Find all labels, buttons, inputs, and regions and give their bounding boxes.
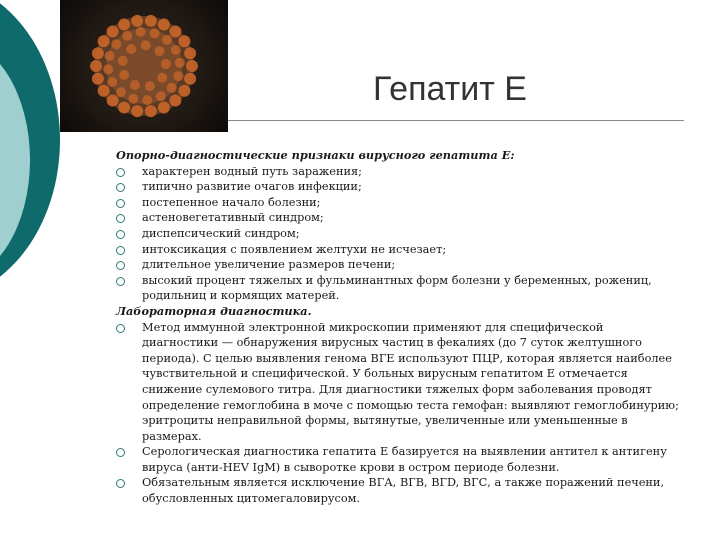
signs-list <box>116 164 682 304</box>
virus-spike <box>178 85 190 97</box>
virus-spike <box>184 47 196 59</box>
virus-spike <box>169 95 181 107</box>
list-item-text: типично развитие очагов инфекции; <box>142 180 362 194</box>
bullet-circle-icon <box>116 448 125 457</box>
bullet-circle-icon <box>116 183 125 192</box>
list-item <box>116 179 682 195</box>
list-item <box>116 320 682 445</box>
virus-spike <box>145 15 157 27</box>
virus-spike <box>158 19 170 31</box>
list-item-text: Обязательным является исключение ВГА, ВГВ, ВГD, ВГС, а также поражений печени, обусловленных цитомегаловирусом. <box>142 476 665 506</box>
bullet-circle-icon <box>116 479 125 488</box>
list-item <box>116 164 682 180</box>
list-item-text: диспепсический синдром; <box>142 226 300 240</box>
virus-spike <box>145 105 157 117</box>
virus-spike <box>130 80 140 90</box>
bullet-circle-icon <box>116 261 125 270</box>
virus-spike <box>167 83 177 93</box>
list-item <box>116 242 682 258</box>
list-item-text: длительное увеличение размеров печени; <box>142 258 396 272</box>
virus-spike <box>169 26 181 38</box>
list-item <box>116 195 682 211</box>
virus-spike <box>178 35 190 47</box>
bullet-circle-icon <box>116 277 125 286</box>
virus-spike <box>173 71 183 81</box>
virus-spike <box>103 64 113 74</box>
title-divider <box>228 120 684 121</box>
virus-spike <box>131 105 143 117</box>
virus-spike <box>141 40 151 50</box>
virus-spike <box>184 73 196 85</box>
virus-spike <box>107 95 119 107</box>
virus-spike <box>186 60 198 72</box>
virus-spike <box>136 27 146 37</box>
bullet-circle-icon <box>116 324 125 333</box>
list-item <box>116 273 682 304</box>
virus-spike <box>162 35 172 45</box>
list-item-text: Серологическая диагностика гепатита Е базируется на выявлении антител к антигену вируса (анти-HEV IgM) в сыворотке крови в остром периоде болезни. <box>142 445 667 474</box>
virus-spike <box>131 15 143 27</box>
list-item-text: Метод иммунной электронной микроскопии применяют для специфической диагностики — обнаружения вирусных частиц в фекалиях (до 7 суток желтушного периода). С целью выявления генома ВГЕ используют ПЦР, которая является наиболее чувствительной и специфической. У больных вирусным гепатитом Е отмечается снижение сулемового титра. Для диагностики тяжелых форм заболевания проводят определение гемоглобина в моче с помощью теста гемофан: выявляют гемоглобинурию; эритроциты неправильной формы, вытянутые, увеличенные или уменьшенные в размерах. <box>142 320 679 443</box>
virus-micrograph-image <box>60 0 228 132</box>
virus-spike <box>126 44 136 54</box>
lab-diagnostics-list <box>116 320 682 507</box>
bullet-circle-icon <box>116 230 125 239</box>
list-item <box>116 226 682 242</box>
virus-spike <box>156 91 166 101</box>
virus-spike <box>116 87 126 97</box>
section-heading-lab: Лабораторная диагностика. <box>116 303 312 318</box>
page-title: Гепатит Е <box>373 70 527 108</box>
virus-spike <box>161 59 171 69</box>
virus-spike <box>98 35 110 47</box>
virus-spike <box>128 94 138 104</box>
virus-spike <box>157 73 167 83</box>
list-item <box>116 257 682 273</box>
virus-spike <box>150 28 160 38</box>
virus-spike <box>145 81 155 91</box>
virus-spike <box>105 51 115 61</box>
virus-spike <box>90 60 102 72</box>
slide-body <box>116 148 682 507</box>
virus-spike <box>175 58 185 68</box>
virus-spike <box>107 77 117 87</box>
list-item-text: астеновегетативный синдром; <box>142 211 324 225</box>
section-heading-signs: Опорно-диагностические признаки вирусного гепатита Е: <box>116 148 515 162</box>
list-item-text: интоксикация с появлением желтухи не исчезает; <box>142 242 447 256</box>
virus-particle-illustration <box>60 0 228 132</box>
list-item-text: характерен водный путь заражения; <box>142 164 362 178</box>
virus-spike <box>154 46 164 56</box>
virus-spike <box>118 102 130 114</box>
virus-spike <box>92 73 104 85</box>
virus-spike <box>118 19 130 31</box>
bullet-circle-icon <box>116 214 125 223</box>
bullet-circle-icon <box>116 199 125 208</box>
virus-spike <box>98 85 110 97</box>
list-item-text: высокий процент тяжелых и фульминантных форм болезни у беременных, рожениц, родильниц и кормящих матерей. <box>142 273 652 303</box>
virus-spike <box>119 70 129 80</box>
list-item-text: постепенное начало болезни; <box>142 195 321 209</box>
virus-spike <box>107 26 119 38</box>
list-item <box>116 444 682 475</box>
virus-spike <box>92 47 104 59</box>
virus-spike <box>118 56 128 66</box>
virus-spike <box>111 39 121 49</box>
bullet-circle-icon <box>116 246 125 255</box>
list-item <box>116 210 682 226</box>
list-item <box>116 475 682 506</box>
virus-spike <box>158 102 170 114</box>
virus-spike <box>122 31 132 41</box>
virus-spike <box>171 45 181 55</box>
bullet-circle-icon <box>116 168 125 177</box>
virus-spike <box>142 95 152 105</box>
